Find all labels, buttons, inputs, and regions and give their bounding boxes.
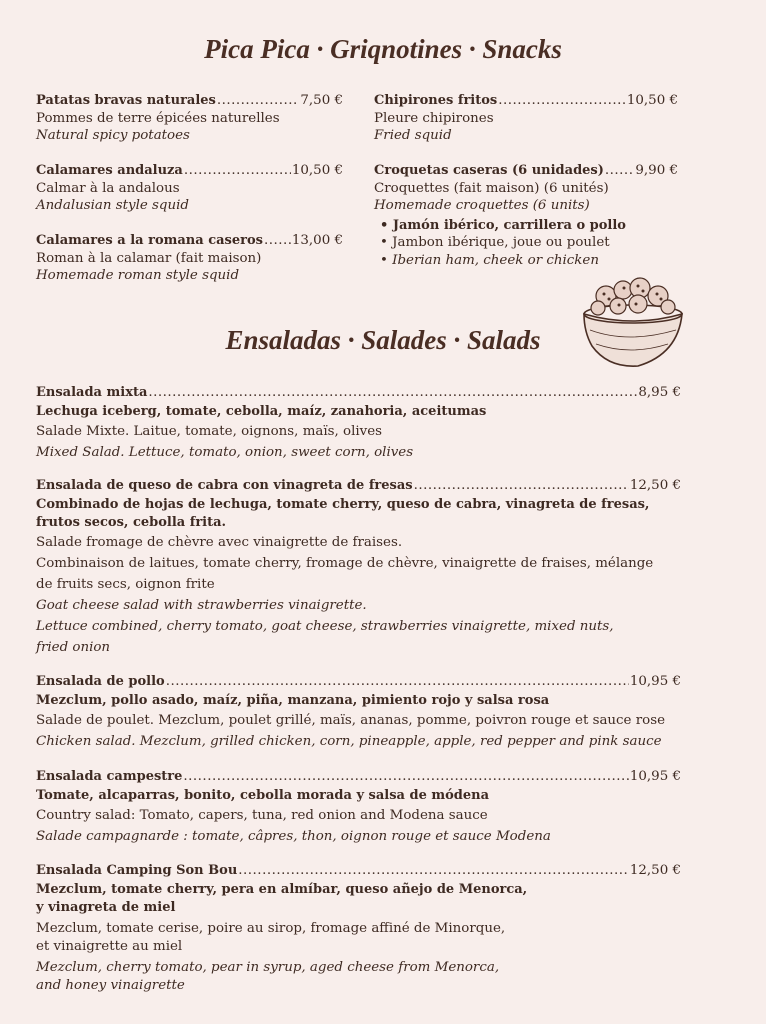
menu-item: Calamares andaluza ..... 10,50 € Calmar à la andalous Andalusian style squid [36,162,343,215]
croquetas-options: • Jamón ibérico, carrillera o pollo • Jambon ibérique, joue ou poulet • Iberian ham, cheek or chicken [380,217,678,270]
menu-item: Ensalada de queso de cabra con vinagreta de fresas ..... 12,50 € Combinado de hojas de lechuga, tomate cherry, queso de cabra, vinagreta de fresas, frutos secos, cebolla frita. Salade fromage de chèvre avec vinaigrette de fraises. Combinaison de laitues, tomate cherry, fromage de chèvre, vinaigrette de fraises, mélange de fruits secs, oignon frite Goat cheese salad with strawberries vinaigrette. Lettuce combined, cherry tomato, goat cheese, strawberries vinaigrette, mixed nuts, fried onion [36,475,681,658]
menu-item: Ensalada mixta ..... 8,95 € Lechuga iceberg, tomate, cebolla, maíz, zanahoria, aceitumas Salade Mixte. Laitue, tomate, oignons, maïs, olives Mixed Salad. Lettuce, tomato, onion, sweet corn, olives [36,382,681,463]
menu-item: Ensalada Camping Son Bou ..... 12,50 € Mezclum, tomate cherry, pera en almíbar, queso añejo de Menorca, y vinagreta de miel Mezclum, tomate cerise, poire au sirop, fromage affiné de Minorque, et vinaigrette au miel Mezclum, cherry tomato, pear in syrup, aged cheese from Menorca, and honey vinaigrette [36,860,681,995]
menu-item: Chipirones fritos ..... 10,50 € Pleure chipirones Fried squid [374,92,678,145]
menu-item: Patatas bravas naturales ..... 7,50 € Pommes de terre épicées naturelles Natural spicy potatoes [36,92,343,145]
salads-heading: Ensaladas · Salades · Salads [225,325,541,355]
snacks-heading: Pica Pica · Griqnotines · Snacks [204,34,562,64]
menu-item: Calamares a la romana caseros ..... 13,00 € Roman à la calamar (fait maison) Homemade roman style squid [36,232,343,285]
menu-item: Ensalada campestre ..... 10,95 € Tomate, alcaparras, bonito, cebolla morada y salsa de módena Country salad: Tomato, capers, tuna, red onion and Modena sauce Salade campagnarde : tomate, câpres, thon, oignon rouge et sauce Modena [36,766,681,847]
salad-bowl-icon [578,274,688,374]
menu-item: Ensalada de pollo ..... 10,95 € Mezclum, pollo asado, maíz, piña, manzana, pimiento rojo y salsa rosa Salade de poulet. Mezclum, poulet grillé, maïs, ananas, pomme, poivron rouge et sauce rose Chicken salad. Mezclum, grilled chicken, corn, pineapple, apple, red pepper and pink sauce [36,671,681,752]
menu-item: Croquetas caseras (6 unidades) ..... 9,90 € Croquettes (fait maison) (6 unités) Homemade croquettes (6 units) • Jamón ibérico, carrillera o pollo • Jambon ibérique, joue ou poulet • Iberian ham, cheek or chicken [374,162,678,269]
